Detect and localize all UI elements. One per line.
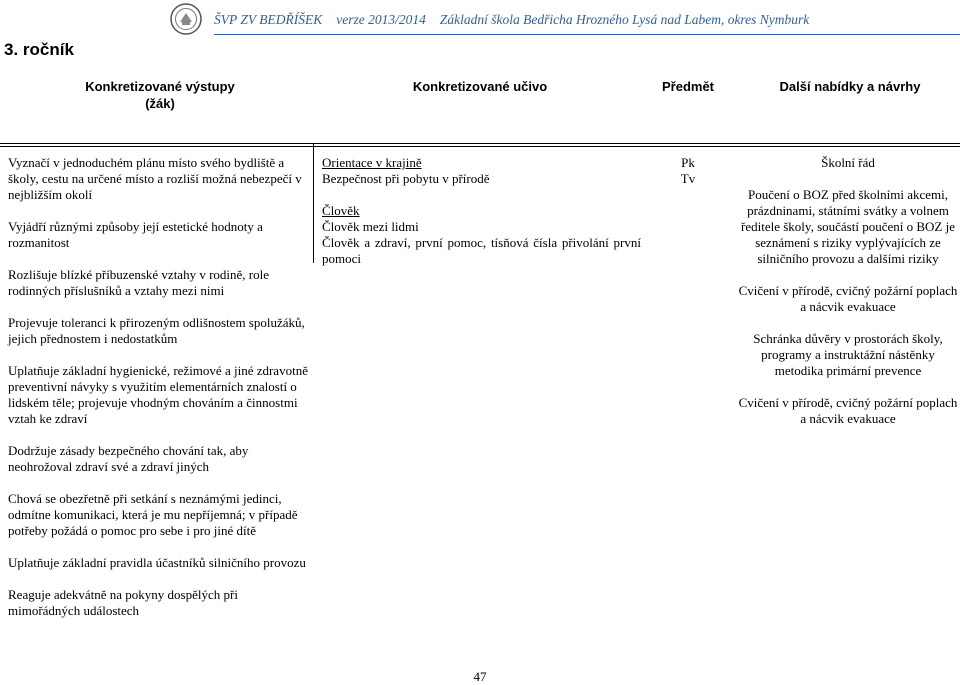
header-program: ŠVP ZV BEDŘÍŠEK <box>214 12 323 27</box>
output-item: Chová se obezřetně při setkání s neznámými jedinci, odmítne komunikaci, která je mu nepříjemná; v případě potřeby požádá o pomoc pro sebe i pro jiné dítě <box>8 491 298 538</box>
content-line: Člověk mezi lidmi <box>322 219 419 234</box>
content-line: Bezpečnost při pobytu v přírodě <box>322 171 490 186</box>
school-seal-icon <box>170 3 202 35</box>
grade-title: 3. ročník <box>4 40 74 59</box>
header-outputs-line2: (žák) <box>145 96 175 111</box>
offers-column <box>738 155 958 443</box>
header-text <box>214 12 823 28</box>
header-outputs <box>60 78 260 112</box>
subject-item: Tv <box>680 171 696 186</box>
header-content: Konkretizované učivo <box>412 79 548 94</box>
output-item: Uplatňuje základní pravidla účastníků silničního provozu <box>8 555 306 570</box>
output-item: Rozlišuje blízké příbuzenské vztahy v rodině, role rodinných příslušníků a vztahy mezi nimi <box>8 267 270 298</box>
offer-item: Poučení o BOZ před školními akcemi, prázdninami, státními svátky a volnem ředitele školy, součástí poučení o BOZ je seznámení s riziky vyplývajících ze silničního provozu a dalšími riziky <box>741 187 955 266</box>
output-item: Vyznačí v jednoduchém plánu místo svého bydliště a školy, cestu na určené místo a rozliší možná nebezpečí v nejbližším okolí <box>8 155 302 202</box>
header-divider <box>214 34 960 35</box>
header-school: Základní škola Bedřicha Hrozného Lysá nad Labem, okres Nymburk <box>439 12 810 27</box>
content-heading-human: Člověk <box>322 203 360 218</box>
offer-item: Školní řád <box>821 155 875 170</box>
page-number: 47 <box>473 669 487 684</box>
output-item: Reaguje adekvátně na pokyny dospělých při mimořádných událostech <box>8 587 238 618</box>
output-item: Projevuje toleranci k přirozeným odlišnostem spolužáků, jejich přednostem i nedostatkům <box>8 315 305 346</box>
header-outputs-line1: Konkretizované výstupy <box>85 79 235 94</box>
offer-item: Cvičení v přírodě, cvičný požární poplach a nácvik evakuace <box>738 283 958 314</box>
header-subject: Předmět <box>661 79 715 94</box>
offer-item: Schránka důvěry v prostorách školy, programy a instruktážní nástěnky metodika primární prevence <box>753 331 943 378</box>
content-line: Člověk a zdraví, první pomoc, tísňová čísla přivolání první pomoci <box>322 235 641 266</box>
output-item: Vyjádří různými způsoby její estetické hodnoty a rozmanitost <box>8 219 263 250</box>
outputs-column <box>8 155 313 635</box>
page-header <box>0 0 960 38</box>
subject-item: Pk <box>681 155 695 170</box>
offer-item: Cvičení v přírodě, cvičný požární poplach a nácvik evakuace <box>738 395 958 426</box>
header-offers: Další nabídky a návrhy <box>779 79 921 94</box>
content-heading-orientation: Orientace v krajině <box>322 155 422 170</box>
table-column-divider <box>313 143 314 263</box>
output-item: Dodržuje zásady bezpečného chování tak, aby neohrožoval zdraví své a zdraví jiných <box>8 443 249 474</box>
output-item: Uplatňuje základní hygienické, režimové a jiné zdravotně preventivní návyky s využitím elementárních znalostí o lidském těle; projevuje vhodným chováním a činnostmi vztah ke zdraví <box>8 363 308 426</box>
content-column <box>322 155 641 267</box>
table-rule-top <box>0 143 960 144</box>
header-version: verze 2013/2014 <box>336 12 426 27</box>
subject-column <box>650 155 726 187</box>
table-rule-top-inner <box>0 146 960 147</box>
